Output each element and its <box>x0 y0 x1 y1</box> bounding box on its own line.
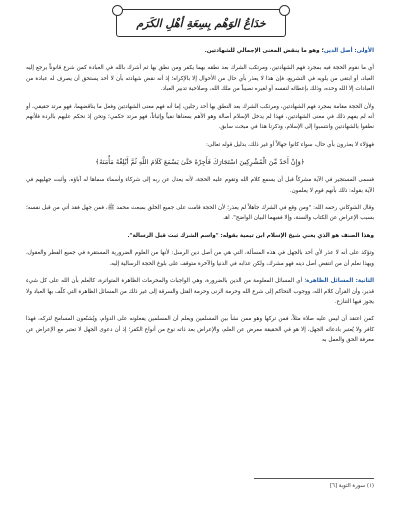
footnote-divider <box>254 478 374 479</box>
section-heading-2-text: ؛ أي المسائل المعلومة من الدين بالضرورة، وهي الواجبات والمحرمات الظاهرة المتواترة، كالعلم بأن الله على كل شيء قدير، وأن القرآن كلام الله، ووجوب التحاكم إلى شرع الله وحرمة الزنى وحرمة القتل والسرقة إلى غير ذلك من المسائل الظاهرة التي كلّف بها العباد ولا يجوز فيها التنازع. <box>26 278 374 305</box>
quran-verse: ﴿وَإِنْ أَحَدٌ مِّنَ الْمُشْرِكِينَ اسْتَجَارَكَ فَأَجِرْهُ حَتَّىٰ يَسْمَعَ كَلَامَ اللَّهِ ثُمَّ أَبْلِغْهُ مَأْمَنَهُ﴾ <box>95 158 305 167</box>
section-heading-1 <box>26 46 374 56</box>
paragraph: كمن اعتقد أن ليس عليه صلاة مثلاً، فمن تركها وهو ممن نشأ بين المسلمين ويعلم أن المسلمين يفعلونه على الدوام، ويُشنّعون المسامح لتركه، فهذا كافر ولا يُعتبر بادعائه الجهل، إلا هو في الحقيقة معرض عن العلم، والإعراض بعد ذاته نوع من أنواع الكفر؛ إذ أن دعوى الجهل لا تعتبر مع الإعراض عن معرفة الحق والعمل به <box>26 316 374 344</box>
paragraph: وقال الشوكاني رحمه الله: "ومن وقع في الشرك جاهلاً لم يعذر؛ لأن الحجة قامت على جميع الخلق بمبعث محمد ﷺ، فمن جهل فقد أتي من قبل نفسه؛ بسبب الإعراض عن الكتاب والسنة، وإلا ففيهما البيان الواضح". اهـ <box>26 205 374 222</box>
verse-intro: فهؤلاء لا يعذرون بأي حال، سواء كانوا جهالاً أو غير ذلك، بدليل قوله تعالى: <box>206 141 374 148</box>
paragraph: فسمى المستجير في الآية مشركاً قبل أن يسمع كلام الله وتقوم عليه الحجة، لأنه يعدل عن ربه إلى شركاء وأسماء سماها له آباؤه، وأثبت جهليهم في الآية بقوله: ذلك بأنهم قوم لا يعلمون. <box>26 177 374 194</box>
title-frame <box>116 9 286 37</box>
page-title: خدَاعُ الوَهْم بِسِعَةِ أهْلِ الكَرَم <box>136 16 266 30</box>
section-heading-1-label: الأولى: أصل الدين <box>323 48 374 54</box>
paragraph: وتؤكد على أنه لا عذر لأي أحد بالجهل في هذه المسألة، التي هي من أصل دين الرسل: لأنها من العلوم الضرورية المستقرة في جميع الفطر والعقول، ويهذا نعلم أن من انتقض أصل دينه فهو مشرك، ولكن عذابه في الدنيا والآخرة متوقف على بلوغ الحجة الرسالية إليه. <box>26 250 374 267</box>
document-body <box>26 46 374 353</box>
bold-statement: وهذا الصنف هو الذي يعني شيخ الإسلام ابن تيمية بقوله: "واسم الشرك ثبت قبل الرسالة". <box>127 232 374 239</box>
footnote: (١) سورة التوبة [٦] <box>329 483 374 489</box>
paragraph: أي ما نقوم الحجة فيه بمجرد فهم الشهادتين، ومرتكب الشرك بعد نطقه بهما يكفر ومن نطق بها ثم أشرك بالله في العبادة كمن شرع قانوناً يرجع إليه العباد، أو ابتغى من يلويه في التشريع، فإن هذا لا يعذر بأي حال من الأحوال إلا بالإكراه؛ إذ أنه نقض شهادته بأن لا أحد يستحق أن يصرف له عبادة من العبادات إلا الله وحده، وذلك بإعطائه لنفسه أو لغيره نصيباً من ملك الله، وصلاحية تدبير العباد. <box>26 65 374 93</box>
section-heading-2-label: الثانية: المسائل الظاهرة <box>306 278 374 285</box>
paragraph: ولأن الحجة مقامة بمجرد فهم الشهادتين، ومرتكب الشرك بعد النطق بها أحد رجلين، إما أنه فهم معنى الشهادتين وفعل ما يناقضهما، فهو مرتد حقيقي، أو أنه لم يفهم ذلك في معنى الشهادتين، فهذا لم يدخل الإسلام أصالة وهو الأهم بمعناها نفياً وإثباتاً، فهو مرتد حكمي؛ ونحن إذ نحكم عليهم بالردة فلأنهم نطقوا بالشهادتين وانتسبوا إلى الإسلام، وذكرنا هذا في مبحث سابق. <box>26 103 374 131</box>
section-heading-1-text: ؛ وهو ما ينقض المعنى الإجمالي للشهادتين. <box>204 48 324 54</box>
section-heading-2 <box>26 276 374 307</box>
